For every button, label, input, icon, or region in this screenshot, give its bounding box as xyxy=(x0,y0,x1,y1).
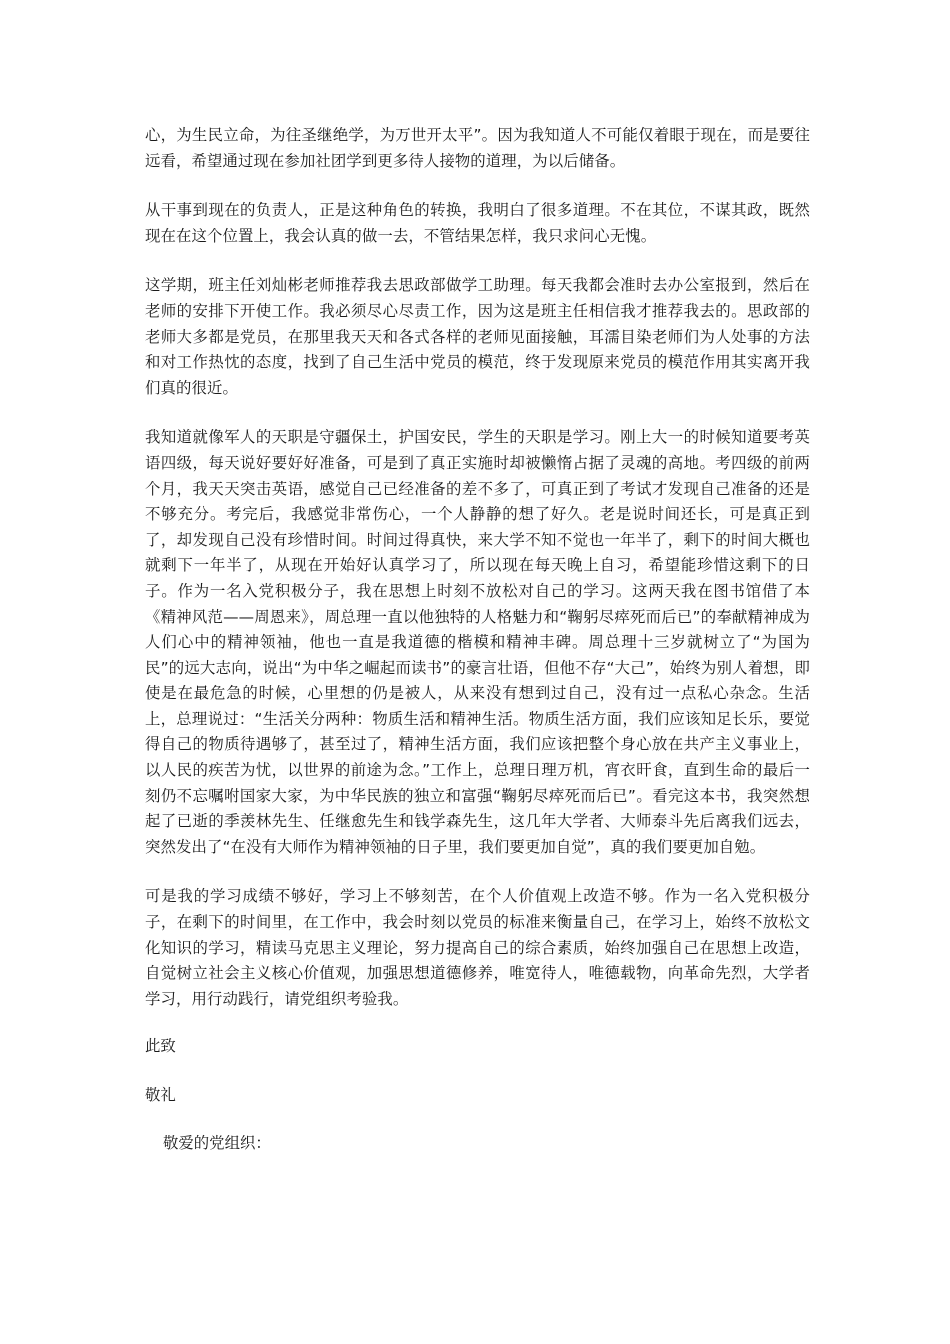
paragraph-5: 可是我的学习成绩不够好，学习上不够刻苦，在个人价值观上改造不够。作为一名入党积极分子，在剩下的时间里，在工作中，我会时刻以党员的标准来衡量自己，在学习上，始终不放松文化知识的学习，精读马克思主义理论，努力提高自己的综合素质，始终加强自己在思想上改造，自觉树立社会主义核心价值观，加强思想道德修养，唯宽待人，唯德载物，向革命先烈，大学者学习，用行动践行，请党组织考验我。 xyxy=(145,887,810,1008)
paragraph-2: 从干事到现在的负责人，正是这种角色的转换，我明白了很多道理。不在其位，不谋其政，既然现在在这个位置上，我会认真的做一去，不管结果怎样，我只求问心无愧。 xyxy=(145,201,810,245)
paragraph-3: 这学期，班主任刘灿彬老师推荐我去思政部做学工助理。每天我都会准时去办公室报到，然后在老师的安排下开使工作。我必须尽心尽责工作，因为这是班主任相信我才推荐我去的。思政部的老师大多都是党员，在那里我天天和各式各样的老师见面接触，耳濡目染老师们为人处事的方法和对工作热忱的态度，找到了自己生活中党员的模范，终于发现原来党员的模范作用其实离开我们真的很近。 xyxy=(145,276,810,397)
closing-regards: 此致 xyxy=(145,1037,176,1055)
document-body xyxy=(145,123,810,1036)
paragraph-4: 我知道就像军人的天职是守疆保土，护国安民，学生的天职是学习。刚上大一的时候知道要考英语四级，每天说好要好好准备，可是到了真正实施时却被懒惰占据了灵魂的高地。考四级的前两个月，我天天突击英语，感觉自己已经准备的差不多了，可真正到了考试才发现自己准备的还是不够充分。考完后，我感觉非常伤心，一个人静静的想了好久。老是说时间还长，可是真正到了，却发现自己没有珍惜时间。时间过得真快，来大学不知不觉也一年半了，剩下的时间大概也就剩下一年半了，从现在开始好认真学习了，所以现在每天晚上自习，希望能珍惜这剩下的日子。作为一名入党积极分子，我在思想上时刻不放松对自己的学习。这两天我在图书馆借了本《精神风范——周恩来》，周总理一直以他独特的人格魅力和“鞠躬尽瘁死而后已”的奉献精神成为人们心中的精神领袖，他也一直是我道德的楷模和精神丰碑。周总理十三岁就树立了“为国为民”的远大志向，说出“为中华之崛起而读书”的豪言壮语，但他不存“大己”，始终为别人着想，即使是在最危急的时候，心里想的仍是被人，从来没有想到过自己，没有过一点私心杂念。生活上，总理说过：“生活关分两种：物质生活和精神生活。物质生活方面，我们应该知足长乐，要觉得自己的物质待遇够了，甚至过了，精神生活方面，我们应该把整个身心放在共产主义事业上，以人民的疾苦为忧，以世界的前途为念。”工作上，总理日理万机，宵衣旰食，直到生命的最后一刻仍不忘嘱咐国家大家，为中华民族的独立和富强“鞠躬尽瘁死而后已”。看完这本书，我突然想起了已逝的季羡林先生、任继愈先生和钱学森先生，这几年大学者、大师泰斗先后离我们远去，突然发出了“在没有大师作为精神领袖的日子里，我们要更加自觉”，真的我们要更加自勉。 xyxy=(145,428,810,856)
closing-salute: 敬礼 xyxy=(145,1086,176,1104)
paragraph-1: 心，为生民立命，为往圣继绝学，为万世开太平”。因为我知道人不可能仅着眼于现在，而是要往远看，希望通过现在参加社团学到更多待人接物的道理，为以后储备。 xyxy=(145,126,810,170)
salutation: 敬爱的党组织： xyxy=(163,1134,271,1152)
